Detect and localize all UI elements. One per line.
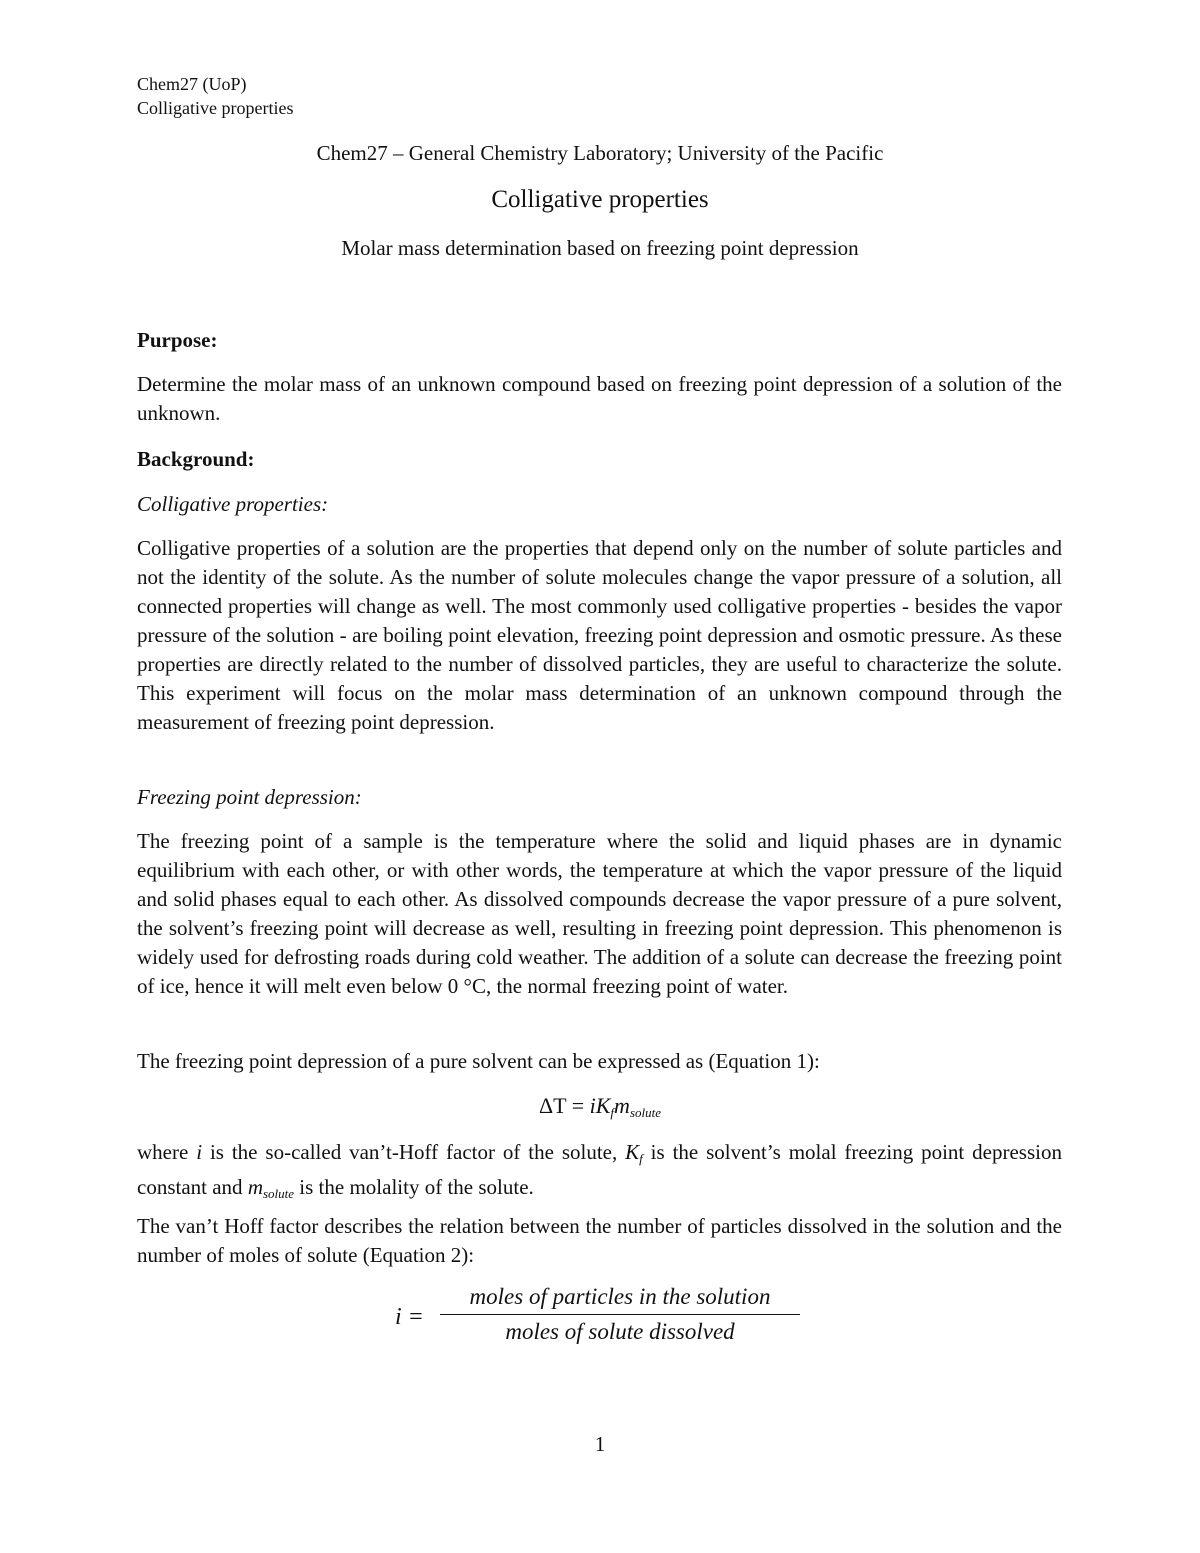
course-line: Chem27 – General Chemistry Laboratory; University of the Pacific — [316, 141, 884, 165]
where-i: i — [196, 1140, 203, 1164]
eq2-fraction — [440, 1284, 800, 1345]
colligative-heading: Colligative properties: — [137, 492, 329, 516]
eq1-m-sub: solute — [629, 1105, 661, 1120]
where-m: m — [247, 1175, 263, 1199]
purpose-heading: Purpose: — [137, 328, 218, 352]
background-heading: Background: — [137, 447, 255, 471]
running-header — [137, 72, 293, 120]
equation-1 — [0, 1093, 1200, 1121]
where-m-sub: solute — [262, 1186, 295, 1201]
page-subtitle: Molar mass determination based on freezing point depression — [341, 236, 859, 260]
eq2-lhs: i = — [395, 1304, 424, 1330]
where-t2: is the so-called van’t-Hoff factor of the solute, — [202, 1140, 626, 1164]
fpd-heading: Freezing point depression: — [137, 785, 362, 809]
where-t4: is the molality of the solute. — [294, 1175, 534, 1199]
colligative-text: Colligative properties of a solution are the properties that depend only on the number of solute particles and not the identity of the solute. As the number of solute molecules change the vapor pressure of a solution, all connected properties will change as well. The most commonly used colligative properties - besides the vapor pressure of the solution - are boiling point elevation, freezing point depression and osmotic pressure. As these properties are directly related to the number of dissolved particles, they are useful to characterize the solute. This experiment will focus on the molar mass determination of an unknown compound through the measurement of freezing point depression. — [137, 536, 1062, 734]
where-K-sub: f — [639, 1151, 643, 1166]
eq1-lhs: ΔT = — [539, 1093, 590, 1118]
where-t1: where — [137, 1140, 197, 1164]
where-text — [137, 1138, 1062, 1208]
eq1-m: m — [614, 1093, 630, 1118]
eq1-i: i — [589, 1093, 596, 1118]
where-t3: is the solvent’s molal freezing point depression constant and — [137, 1140, 1062, 1199]
header-course: Chem27 (UoP) — [137, 74, 247, 94]
eq2-denominator: moles of solute dissolved — [505, 1319, 735, 1344]
eq1-K-sub: f — [610, 1105, 615, 1120]
fpd-text: The freezing point of a sample is the temperature where the solid and liquid phases are in dynamic equilibrium with each other, or with other words, the temperature at which the vapor pressure of the liquid and solid phases equal to each other. As dissolved compounds decrease the vapor pressure of a pure solvent, the solvent’s freezing point will decrease as well, resulting in freezing point depression. This phenomenon is widely used for defrosting roads during cold weather. The addition of a solute can decrease the freezing point of ice, hence it will melt even below 0 °C, the normal freezing point of water. — [137, 829, 1062, 998]
eq2-numerator: moles of particles in the solution — [440, 1284, 800, 1315]
page-number: 1 — [594, 1432, 606, 1456]
vanthoff-text: The van’t Hoff factor describes the relation between the number of particles dissolved in the solution and the number of moles of solute (Equation 2): — [137, 1214, 1062, 1267]
header-topic: Colligative properties — [137, 98, 294, 118]
eq1-K: K — [595, 1093, 611, 1118]
where-K: K — [625, 1140, 640, 1164]
purpose-text: Determine the molar mass of an unknown compound based on freezing point depression of a solution of the unknown. — [137, 372, 1062, 425]
eq1-intro: The freezing point depression of a pure solvent can be expressed as (Equation 1): — [137, 1049, 820, 1073]
page-title: Colligative properties — [491, 186, 709, 213]
